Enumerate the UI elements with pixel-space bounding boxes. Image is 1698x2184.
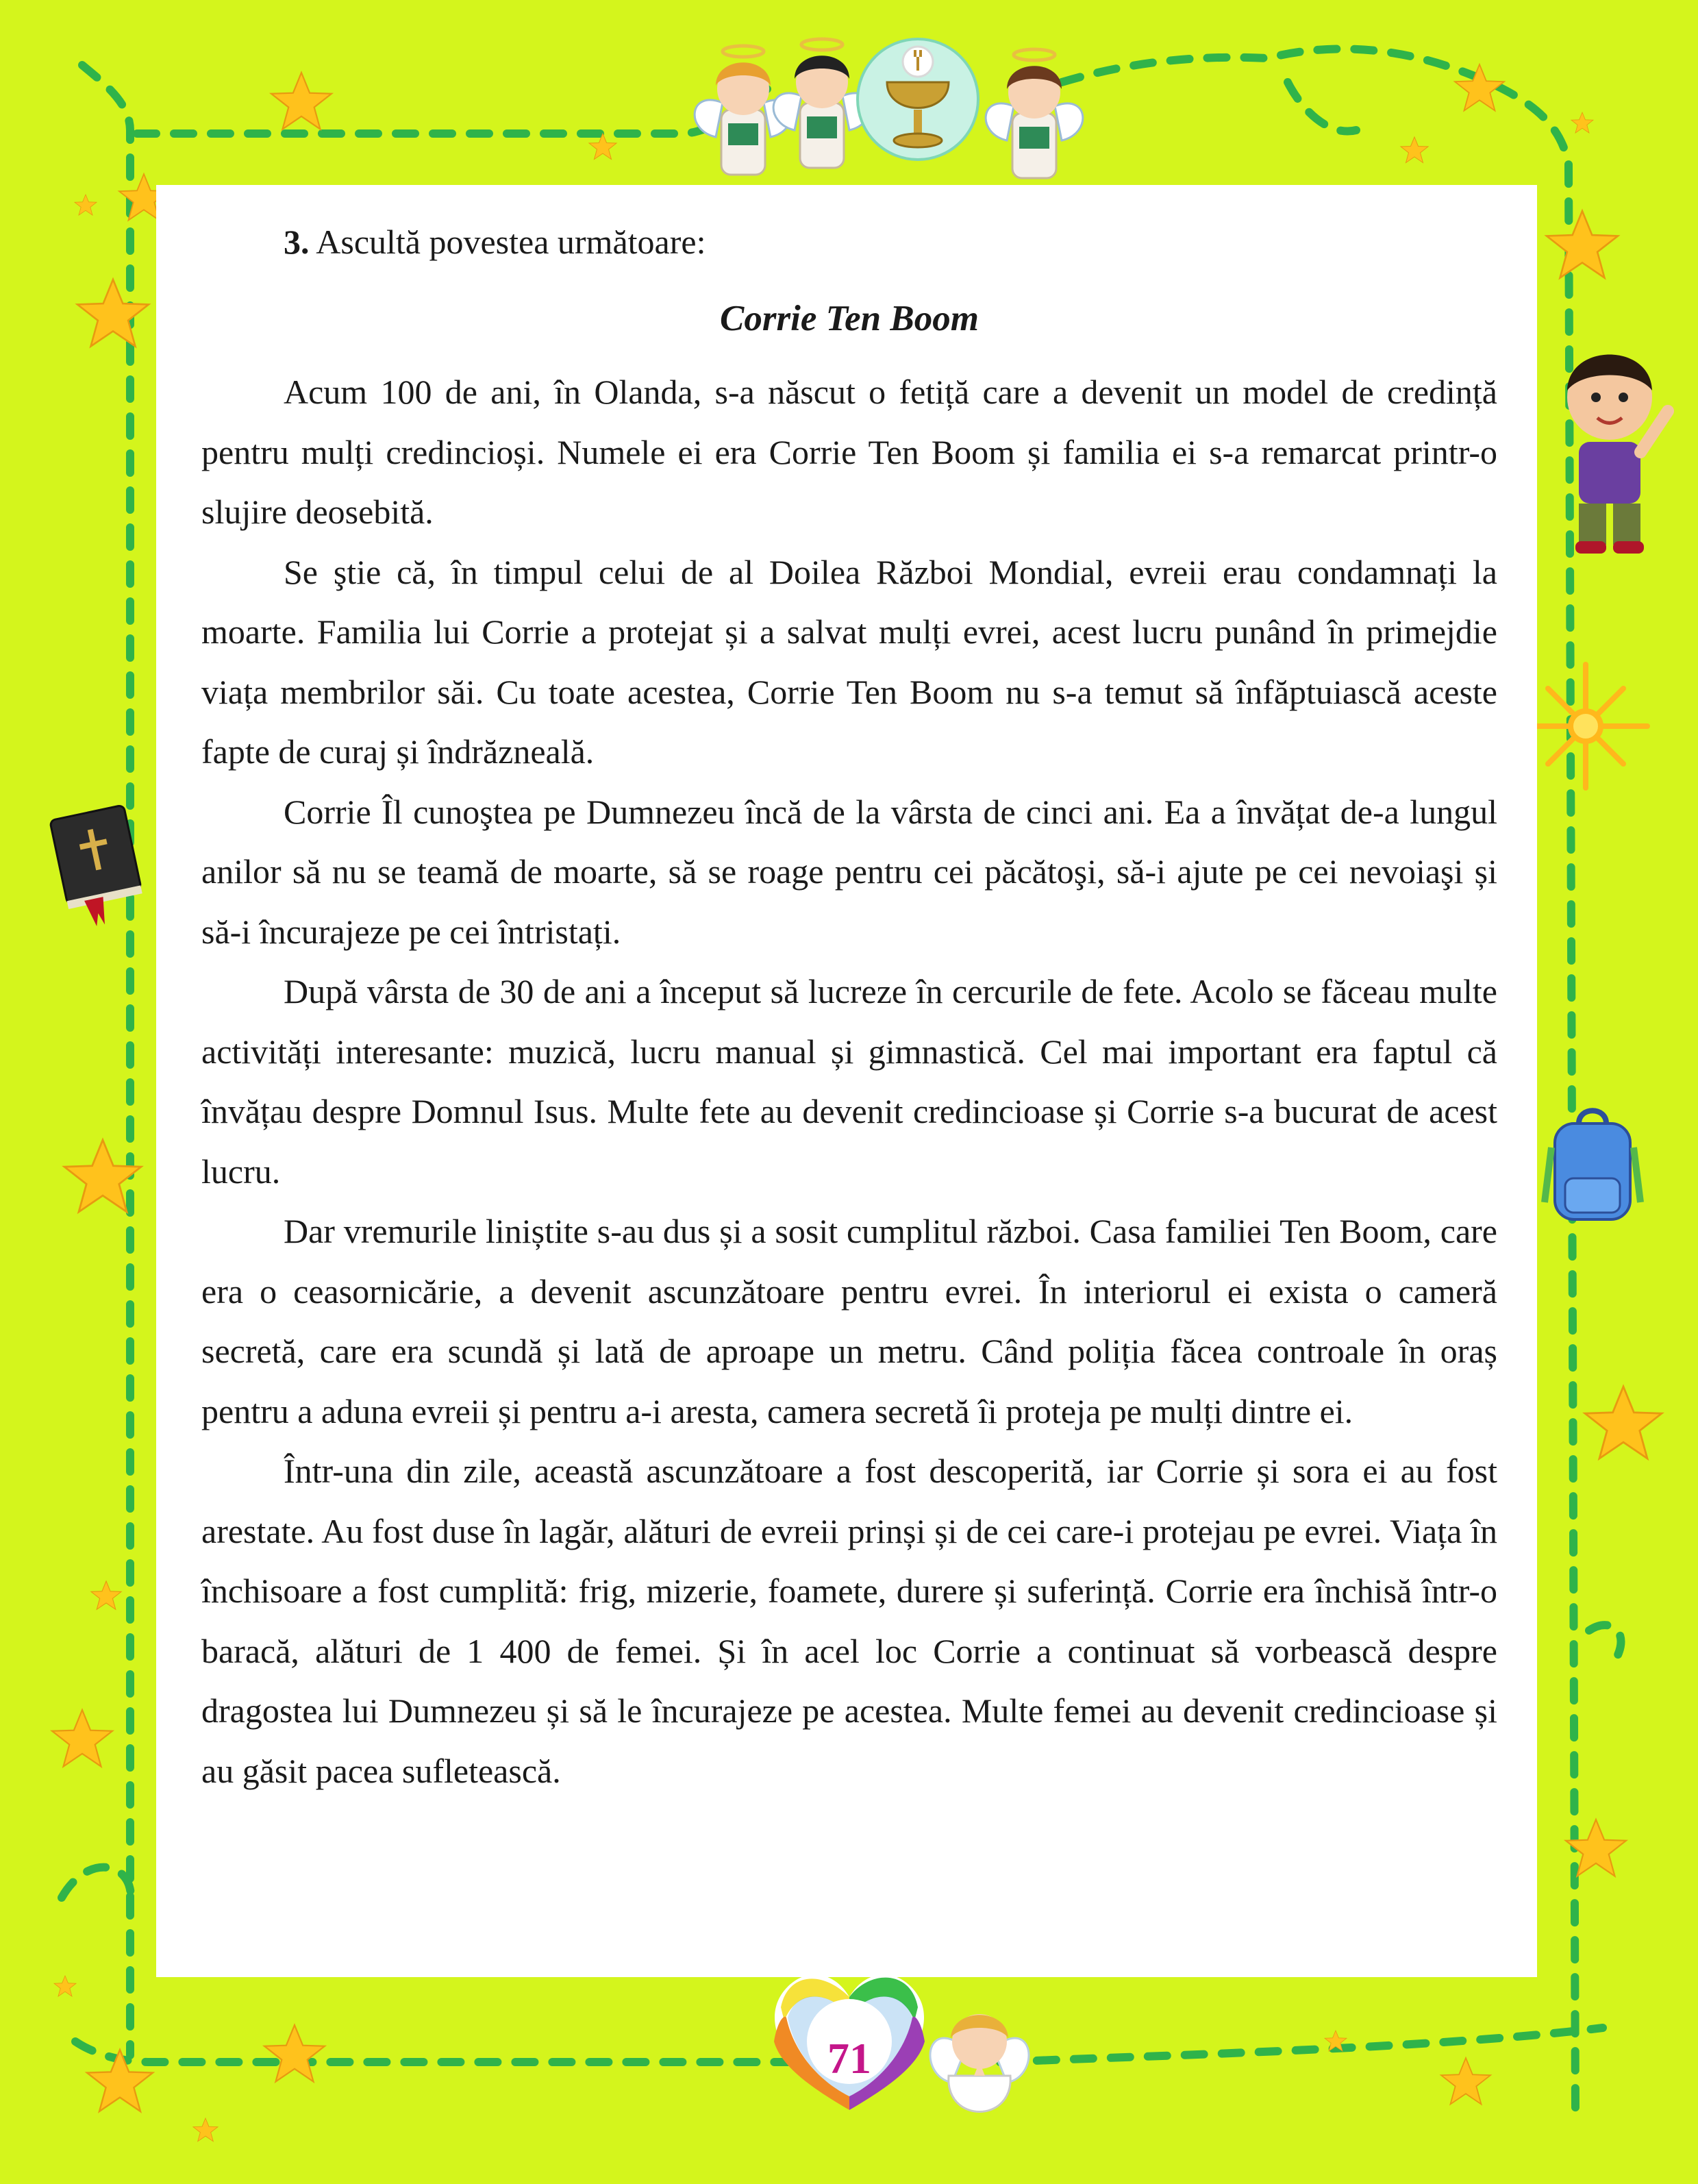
star-icon [75, 195, 97, 215]
star-icon [1401, 137, 1428, 163]
star-icon [91, 1581, 121, 1609]
story-title: Corrie Ten Boom [720, 298, 979, 338]
star-icon [1571, 112, 1593, 133]
praying-angel-icon [930, 2014, 1029, 2112]
star-icon [52, 1710, 112, 1767]
backpack-icon [1545, 1110, 1640, 1219]
story-paragraph: Se ştie că, în timpul celui de al Doilea Război Mondial, evreii erau condamnați la moarte. Familia lui Corrie a protejat și a salvat mulți evrei, acest lucru punând în primejdie viața membrilor săi. Cu toate acestea, Corrie Ten Boom nu s-a temut să înfăptuiască aceste fapte de curaj și îndrăzneală. [201, 552, 1497, 771]
angel-icon [986, 49, 1083, 178]
story-paragraph: Dar vremurile liniștite s-au dus și a sosit cumplitul război. Casa familiei Ten Boom, care era o ceasornicărie, a devenit ascunzătoare pentru evrei. În interiorul ei exista o cameră secretă, care era scundă și lată de aproape un metru. Când poliția făcea controale în oraș pentru a aduna evreii și pentru a-i aresta, camera secretă îi proteja pe mulți dintre ei. [201, 1212, 1497, 1430]
page-number: 71 [827, 2034, 871, 2083]
chalice-icon [858, 39, 978, 160]
story-paragraph: După vârsta de 30 de ani a început să lucreze în cercurile de fete. Acolo se făceau multe activități interesante: muzică, lucru manual și gimnastică. Cel mai important era faptul că învățau despre Domnul Isus. Multe fete au devenit credincioase și Corrie s-a bucurat de acest lucru. [201, 972, 1497, 1191]
story-paragraph: Corrie Îl cunoştea pe Dumnezeu încă de la vârsta de cinci ani. Ea a învățat de-a lungul anilor să nu se teamă de moarte, să se roage pentru cei păcătoşi, să-i ajute pe cei nevoiaşi și să-i încurajeze pe cei întristați. [201, 792, 1497, 951]
exercise-heading [201, 212, 1497, 273]
star-icon [54, 1976, 76, 1996]
star-icon [264, 2025, 325, 2082]
boy-icon [1567, 355, 1668, 554]
sparkle-icon [1524, 665, 1647, 788]
star-icon [77, 280, 149, 347]
story-paragraph: Acum 100 de ani, în Olanda, s-a născut o fetiță care a devenit un model de credință pentru mulți credincioși. Numele ei era Corrie Ten Boom și familia ei s-a remarcat printr-o slujire deosebită. [201, 373, 1497, 531]
star-icon [1547, 211, 1618, 278]
exercise-instruction: Ascultă povestea următoare: [316, 223, 706, 261]
exercise-number: 3. [284, 223, 310, 261]
story-paragraph: Într-una din zile, această ascunzătoare a fost descoperită, iar Corrie și sora ei au fost arestate. Au fost duse în lagăr, alături de evreii prinși și de cei care-i protejau pe evrei. Viața în închisoare a fost cumplită: frig, mizerie, foamete, durere și suferință. Corrie era închisă într-o baracă, alături de 1 400 de femei. Și în acel loc Corrie a continuat să vorbească despre dragostea lui Dumnezeu și să le încurajeze pe acestea. Multe femei au devenit credincioase și au găsit pacea sufletească. [201, 1452, 1497, 1790]
star-icon [1441, 2058, 1490, 2105]
star-icon [193, 2118, 218, 2142]
story-content [201, 212, 1497, 1801]
angel-icon [773, 39, 871, 168]
star-icon [271, 73, 332, 129]
star-icon [1585, 1387, 1662, 1459]
